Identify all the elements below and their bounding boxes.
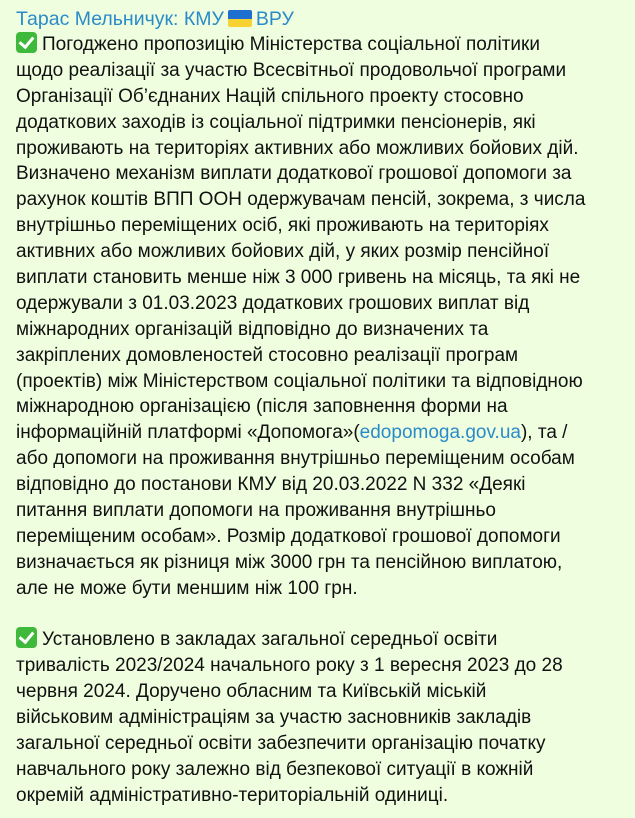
text-line	[16, 369, 585, 395]
line-text: міжнародною організацією (після заповнення форми на	[16, 396, 508, 418]
message-title[interactable]	[16, 6, 294, 32]
text-line	[16, 265, 585, 291]
line-text: Погоджено пропозицію Міністерства соціальної політики	[42, 34, 540, 55]
line-text: загальної середньої освіти забезпечити організацію початку	[16, 733, 546, 755]
line-text: рахунок коштів ВПП ООН одержувачам пенсій, зокрема, з числа	[16, 189, 586, 211]
line-text: або допомоги на проживання внутрішньо переміщеним особам	[16, 448, 575, 470]
line-text: але не може бути меншим ніж 100 грн.	[16, 577, 358, 599]
line-text: закріплених домовленостей стосовно реалізації програм	[16, 344, 519, 366]
text-line	[16, 498, 585, 524]
text-line	[16, 187, 585, 213]
edopomoga-link[interactable]: edopomoga.gov.ua	[359, 422, 521, 444]
text-line	[16, 343, 585, 369]
text-line	[16, 524, 585, 550]
text-line	[16, 136, 585, 162]
text-line	[16, 291, 585, 317]
text-line	[16, 783, 585, 809]
line-text: тривалість 2023/2024 начального року з 1 вересня 2023 до 28	[16, 655, 563, 677]
text-line	[16, 550, 585, 576]
text-line	[16, 446, 585, 472]
check-mark-icon	[16, 627, 37, 648]
text-line	[16, 161, 585, 187]
line-text: відповідно до постанови КМУ від 20.03.2022 N 332 «Деякі	[16, 474, 526, 496]
line-text: одержували з 01.03.2023 додаткових грошових виплат від	[16, 292, 530, 314]
line-text: (проектів) між Міністерством соціальної політики та відповідною	[16, 370, 583, 392]
text-line	[16, 420, 585, 446]
line-text: проживають на територіях активних або можливих бойових дій.	[16, 137, 579, 159]
ukraine-flag-icon	[228, 10, 252, 27]
text-line	[16, 213, 585, 239]
title-prefix: Тарас Мельничук: КМУ	[16, 8, 224, 30]
text-line	[16, 239, 585, 265]
line-text: щодо реалізації за участю Всесвітньої продовольчої програми	[16, 59, 567, 81]
text-line	[16, 394, 585, 420]
line-text: додаткових заходів із соціальної підтримки пенсіонерів, які	[16, 111, 536, 133]
line-text: внутрішньо переміщених осіб, які проживають на територіях	[16, 215, 549, 237]
line-text: Визначено механізм виплати додаткової грошової допомоги за	[16, 163, 572, 185]
text-line	[16, 653, 585, 679]
line-text: окремій адміністративно-територіальній одиниці.	[16, 784, 449, 806]
text-line	[16, 58, 585, 84]
text-line	[16, 317, 585, 343]
line-text: переміщеним особам». Розмір додаткової грошової допомоги	[16, 525, 561, 547]
text-line	[16, 705, 585, 731]
text-line	[16, 32, 585, 58]
title-suffix: ВРУ	[255, 8, 294, 30]
line-text: активних або можливих бойових дій, у яких розмір пенсійної	[16, 241, 550, 263]
text-line	[16, 576, 585, 602]
text-line	[16, 757, 585, 783]
text-line	[16, 679, 585, 705]
text-line	[16, 731, 585, 757]
text-line	[16, 110, 585, 136]
line-text: Організації Об’єднаних Націй спільного проекту стосовно	[16, 85, 524, 107]
line-text: навчального року залежно від безпекової ситуації в кожній	[16, 758, 534, 780]
line-text: Установлено в закладах загальної середньої освіти	[42, 629, 498, 651]
line-text: визначається як різниця між 3000 грн та пенсійною виплатою,	[16, 551, 563, 573]
line-text: міжнародних організацій відповідно до визначених та	[16, 318, 489, 340]
text-line	[16, 627, 585, 653]
check-mark-icon	[16, 32, 37, 53]
message-text	[16, 32, 585, 809]
text-line	[16, 472, 585, 498]
link-suffix: ), та /	[520, 422, 568, 444]
line-text: питання виплати допомоги на проживання внутрішньо	[16, 500, 496, 522]
text-line	[16, 602, 585, 628]
line-text: виплати становить менше ніж 3 000 гривень на місяць, та які не	[16, 267, 581, 289]
text-line	[16, 84, 585, 110]
line-text: червня 2024. Доручено обласним та Київській міській	[16, 681, 487, 703]
line-text: військовим адміністраціям за участю засновників закладів	[16, 707, 532, 729]
link-prefix: інформаційній платформі «Допомога»(	[16, 422, 360, 444]
